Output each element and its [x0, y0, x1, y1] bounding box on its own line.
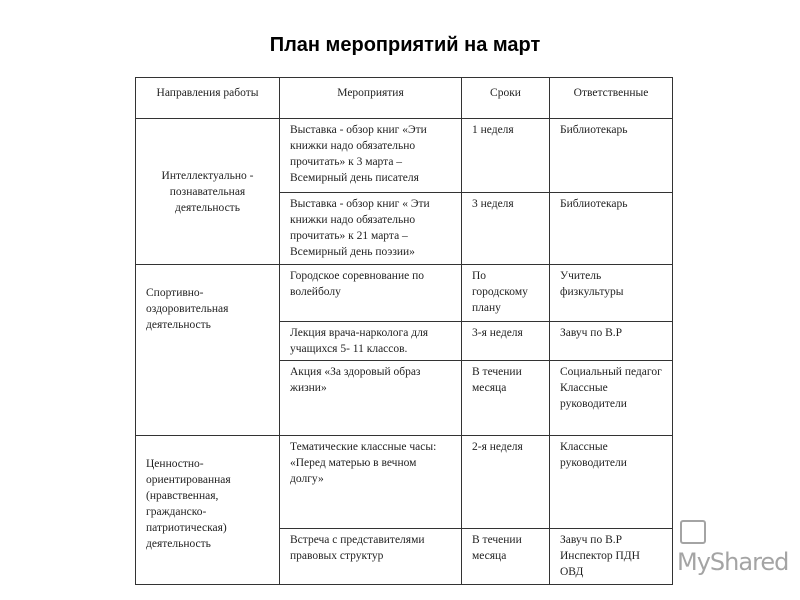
term-cell: 3 неделя [462, 193, 550, 265]
event-cell: Лекция врача-нарколога для учащихся 5- 11 классов. [280, 322, 462, 361]
responsible-cell: Учитель физкультуры [550, 265, 673, 322]
responsible-cell: Классные руководители [550, 436, 673, 529]
term-cell: В течении месяца [462, 361, 550, 436]
header-terms: Сроки [462, 78, 550, 119]
direction-cell: Ценностно-ориентированная (нравственная, гражданско-патриотическая) деятельность [136, 436, 280, 585]
term-cell: 1 неделя [462, 119, 550, 193]
responsible-cell: Библиотекарь [550, 119, 673, 193]
responsible-cell: Библиотекарь [550, 193, 673, 265]
responsible-cell: Социальный педагог Классные руководители [550, 361, 673, 436]
table-header-row [136, 78, 673, 119]
event-cell: Тематические классные часы: «Перед матерью в вечном долгу» [280, 436, 462, 529]
term-cell: 2-я неделя [462, 436, 550, 529]
table-row [136, 119, 673, 193]
presentation-icon [680, 520, 706, 544]
event-cell: Выставка - обзор книг « Эти книжки надо обязательно прочитать» к 21 марта – Всемирный день поэзии» [280, 193, 462, 265]
event-cell: Выставка - обзор книг «Эти книжки надо обязательно прочитать» к 3 марта – Всемирный день писателя [280, 119, 462, 193]
event-cell: Встреча с представителями правовых структур [280, 529, 462, 585]
header-direction: Направления работы [136, 78, 280, 119]
event-cell: Городское соревнование по волейболу [280, 265, 462, 322]
page-title: План мероприятий на март [269, 34, 541, 56]
table-row [136, 436, 673, 529]
header-events: Мероприятия [280, 78, 462, 119]
term-cell: По городскому плану [462, 265, 550, 322]
term-cell: 3-я неделя [462, 322, 550, 361]
plan-table [135, 77, 673, 585]
direction-cell: Спортивно-оздоровительная деятельность [136, 265, 280, 436]
table-row [136, 265, 673, 322]
responsible-cell: Завуч по В.Р [550, 322, 673, 361]
direction-cell: Интеллектуально - познавательная деятельность [136, 119, 280, 265]
term-cell: В течении месяца [462, 529, 550, 585]
responsible-cell: Завуч по В.Р Инспектор ПДН ОВД [550, 529, 673, 585]
header-responsible: Ответственные [550, 78, 673, 119]
watermark: MyShared [677, 548, 789, 576]
event-cell: Акция «За здоровый образ жизни» [280, 361, 462, 436]
